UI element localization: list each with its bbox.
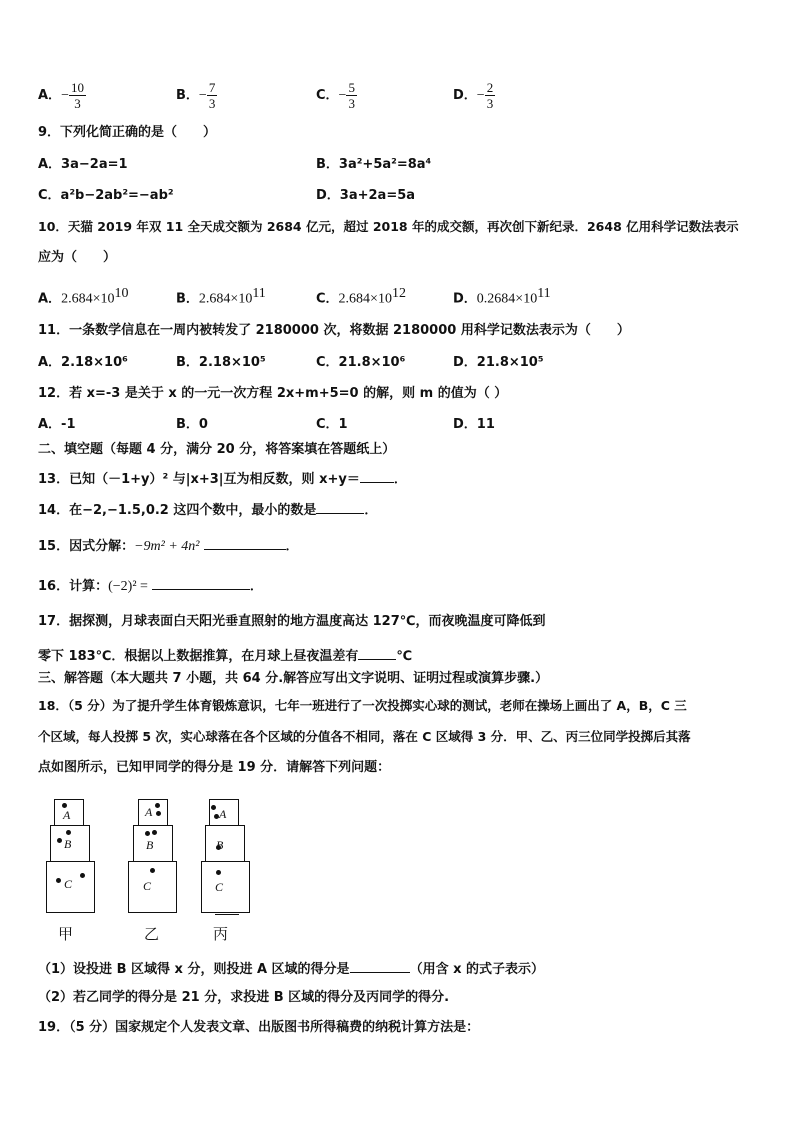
option-letter: C． (316, 291, 339, 307)
region-label-c: C (143, 879, 152, 893)
q17-unit: ℃ (396, 649, 413, 664)
region-label-c: C (64, 877, 73, 891)
q18-sub1-text: （1）设投进 B 区域得 x 分，则投进 A 区域的得分是 (38, 962, 350, 977)
q8-option-c (316, 80, 357, 111)
q11-option-b: B．2.18×10⁵ (176, 355, 266, 370)
region-label-a: A (219, 807, 227, 821)
q9-option-d: D．3a+2a=5a (316, 188, 416, 203)
caption-jia: 甲 (58, 925, 74, 943)
q13 (38, 469, 407, 488)
denominator: 3 (348, 96, 355, 111)
caption-bing: 丙 (213, 925, 229, 943)
option-letter: B． (176, 88, 199, 103)
landing-dot (145, 831, 150, 836)
fraction (346, 80, 357, 111)
math-expression: (−2)² = (108, 579, 148, 594)
numerator: 2 (486, 80, 494, 95)
region-label-b: B (146, 838, 154, 852)
region-a-box (138, 799, 168, 827)
q19-stem: 19．（5 分）国家规定个人发表文章、出版图书所得稿费的纳税计算方法是： (38, 1020, 480, 1035)
option-letter: D． (453, 291, 477, 307)
minus-sign: − (338, 88, 347, 103)
sci-base: 0.2684×10 (476, 291, 538, 307)
q18-line1: 18．（5 分）为了提升学生体育锻炼意识，七年一班进行了一次投掷实心球的测试，老师在操场上画出了 A，B，C 三 (38, 698, 687, 713)
q9-option-a: A．3a−2a=1 (38, 157, 128, 172)
answer-blank[interactable] (360, 469, 394, 483)
sci-exponent: 11 (537, 286, 551, 301)
q17-line1: 17．据探测，月球表面白天阳光垂直照射的地方温度高达 127℃，而夜晚温度可降低到 (38, 614, 546, 629)
sci-exponent: 10 (114, 286, 129, 301)
answer-blank[interactable] (152, 576, 250, 590)
math-expression: −9m² + 4n² (134, 539, 200, 554)
region-b-box (205, 825, 245, 863)
sci-exponent: 12 (391, 286, 406, 301)
denominator: 3 (208, 96, 216, 111)
q18-sub1-note: （用含 x 的式子表示） (409, 962, 544, 977)
q12-option-b: B．0 (176, 417, 208, 432)
region-label-c: C (215, 880, 224, 894)
landing-dot (216, 870, 221, 875)
q17-text: 零下 183℃．根据以上数据推算，在月球上昼夜温差有 (38, 649, 359, 664)
landing-dot (80, 873, 85, 878)
q16-text: 16．计算： (38, 579, 109, 594)
landing-dot (66, 830, 71, 835)
answer-blank[interactable] (316, 500, 364, 514)
q9-option-c: C．a²b−2ab²=−ab² (38, 188, 174, 203)
q10-option-b (176, 286, 266, 307)
q18-line3: 点如图所示，已知甲同学的得分是 19 分．请解答下列问题： (38, 760, 391, 775)
answer-blank[interactable] (358, 646, 396, 660)
landing-dot (56, 878, 61, 883)
q14-period: ． (364, 503, 378, 518)
sci-exponent: 11 (252, 286, 266, 301)
sci-base: 2.684×10 (61, 291, 115, 307)
q14 (38, 500, 377, 519)
landing-dot (57, 838, 62, 843)
landing-dot (150, 868, 155, 873)
q14-text: 14．在−2,−1.5,0.2 这四个数中，最小的数是 (38, 503, 317, 518)
option-letter: A． (38, 88, 62, 103)
q18-sub1 (38, 959, 544, 978)
answer-blank[interactable] (204, 536, 286, 550)
q18-line2: 个区域，每人投掷 5 次，实心球落在各个区域的分值各不相同，落在 C 区域得 3 分．甲、乙、丙三位同学投掷后其落 (38, 729, 691, 744)
caption-yi: 乙 (144, 925, 160, 943)
fraction (207, 80, 218, 111)
region-c-box (201, 861, 250, 913)
option-letter: C． (316, 88, 339, 103)
fraction (485, 80, 496, 111)
region-label-b: B (64, 837, 72, 851)
numerator: 5 (348, 80, 355, 95)
q8-option-a (38, 80, 86, 111)
q11-stem: 11．一条数学信息在一周内被转发了 2180000 次，将数据 2180000 用科学记数法表示为（ ） (38, 323, 630, 338)
region-label-b: B (216, 838, 224, 852)
q9-option-b: B．3a²+5a²=8a⁴ (316, 157, 432, 172)
q10-option-c (316, 286, 406, 307)
minus-sign: − (476, 88, 485, 103)
region-label-a: A (145, 805, 153, 819)
answer-blank[interactable] (350, 959, 410, 973)
q12-stem: 12．若 x=-3 是关于 x 的一元一次方程 2x+m+5=0 的解，则 m 的值为（ ） (38, 386, 508, 401)
numerator: 10 (70, 80, 84, 95)
q8-option-d (453, 80, 495, 111)
q12-option-d: D．11 (453, 417, 495, 432)
q8-option-b (176, 80, 217, 111)
q11-option-a: A．2.18×10⁶ (38, 355, 128, 370)
option-letter: A． (38, 291, 62, 307)
numerator: 7 (208, 80, 216, 95)
q13-period: ． (393, 472, 407, 487)
landing-dot (155, 803, 160, 808)
q10-stem-line2: 应为（ ） (38, 250, 117, 265)
sci-base: 2.684×10 (198, 291, 253, 307)
fraction (69, 80, 86, 111)
q15-text: 15．因式分解： (38, 539, 135, 554)
q18-sub2: （2）若乙同学的得分是 21 分，求投进 B 区域的得分及丙同学的得分. (38, 990, 450, 1005)
denominator: 3 (486, 96, 494, 111)
q11-option-d: D．21.8×10⁵ (453, 355, 544, 370)
option-letter: D． (453, 88, 477, 103)
option-letter: B． (176, 291, 199, 307)
q10-option-a (38, 286, 128, 307)
denominator: 3 (74, 96, 81, 111)
q9-stem: 9．下列化简正确的是（ ） (38, 125, 217, 140)
section-heading-fill-in: 二、填空题（每题 4 分，满分 20 分，将答案填在答题纸上） (38, 442, 396, 457)
underline-mark (215, 914, 239, 915)
minus-sign: − (61, 88, 69, 103)
q15 (38, 536, 299, 555)
q16 (38, 576, 263, 595)
q17-line2 (38, 646, 412, 665)
sci-base: 2.684×10 (338, 291, 392, 307)
q10-option-d (453, 286, 551, 307)
q16-period: ． (249, 579, 263, 594)
q15-period: ． (285, 539, 299, 554)
minus-sign: − (198, 88, 207, 103)
section-heading-solutions: 三、解答题（本大题共 7 小题，共 64 分.解答应写出文字说明、证明过程或演算步骤.） (38, 671, 549, 686)
landing-dot (156, 811, 161, 816)
region-label-a: A (63, 808, 71, 822)
landing-dot (152, 830, 157, 835)
landing-dot (211, 805, 216, 810)
q12-option-a: A．-1 (38, 417, 76, 432)
q13-text: 13．已知（－1+y）² 与|x+3|互为相反数，则 x+y＝ (38, 472, 360, 487)
q10-stem-line1: 10．天猫 2019 年双 11 全天成交额为 2684 亿元，超过 2018 年的成交额，再次创下新纪录．2648 亿用科学记数法表示 (38, 219, 739, 234)
q12-option-c: C．1 (316, 417, 348, 432)
q11-option-c: C．21.8×10⁶ (316, 355, 406, 370)
